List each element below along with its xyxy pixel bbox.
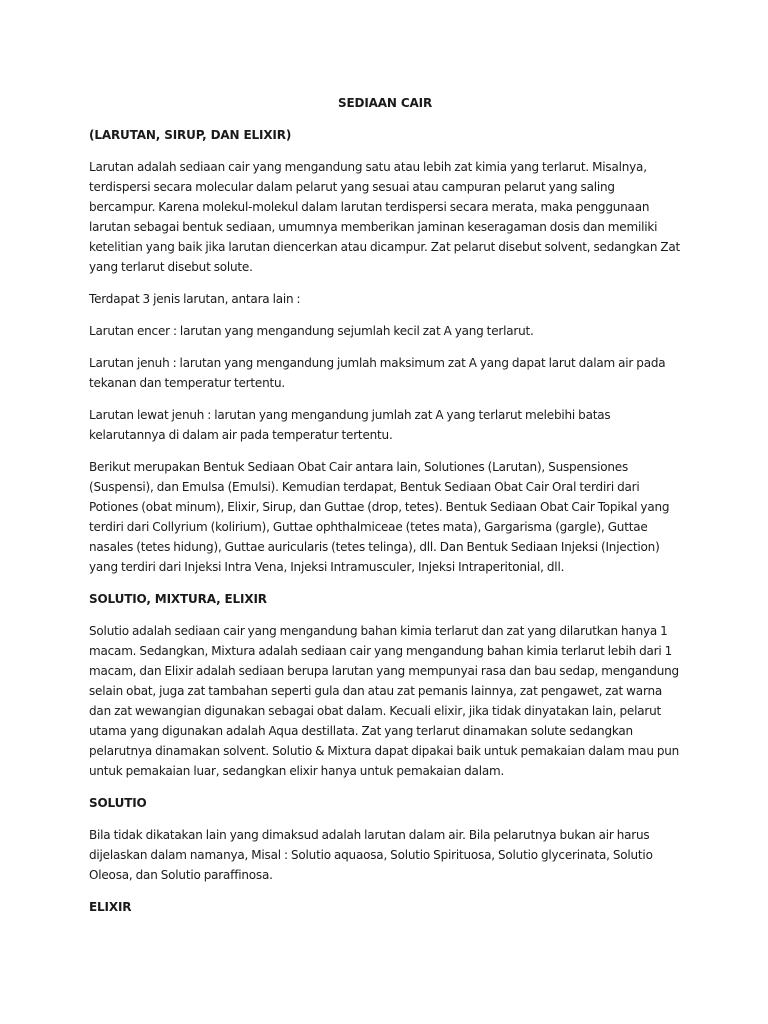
solutio-paragraph: Bila tidak dikatakan lain yang dimaksud adalah larutan dalam air. Bila pelarutnya bukan air harus dijelaskan dalam namanya, Misal : Solutio aquaosa, Solutio Spirituosa, Solutio glycerinata, Solutio Oleosa, dan Solutio paraffinosa. xyxy=(89,828,653,882)
section-heading-elixir: ELIXIR xyxy=(89,900,132,914)
dosage-forms-paragraph: Berikut merupakan Bentuk Sediaan Obat Cair antara lain, Solutiones (Larutan), Suspensiones (Suspensi), dan Emulsa (Emulsi). Kemudian terdapat, Bentuk Sediaan Obat Cair Oral terdiri dari Potiones (obat minum), Elixir, Sirup, dan Guttae (drop, tetes). Bentuk Sediaan Obat Cair Topikal yang terdiri dari Collyrium (kolirium), Guttae ophthalmiceae (tetes mata), Gargarisma (gargle), Guttae nasales (tetes hidung), Guttae auricularis (tetes telinga), dll. Dan Bentuk Sediaan Injeksi (Injection) yang terdiri dari Injeksi Intra Vena, Injeksi Intramusculer, Injeksi Intraperitonial, dll. xyxy=(89,460,670,574)
intro-paragraph: Larutan adalah sediaan cair yang mengandung satu atau lebih zat kimia yang terlarut. Misalnya, terdispersi secara molecular dalam pelarut yang sesuai atau campuran pelarut yang saling bercampur. Karena molekul-molekul dalam larutan terdispersi secara merata, maka penggunaan larutan sebagai bentuk sediaan, umumnya memberikan jaminan keseragaman dosis dan memiliki ketelitian yang baik jika larutan diencerkan atau dicampur. Zat pelarut disebut solvent, sedangkan Zat yang terlarut disebut solute. xyxy=(89,160,681,274)
document-body xyxy=(89,93,681,929)
document-subtitle: (LARUTAN, SIRUP, DAN ELIXIR) xyxy=(89,128,292,142)
larutan-encer-paragraph: Larutan encer : larutan yang mengandung sejumlah kecil zat A yang terlarut. xyxy=(89,324,534,338)
section-heading-solutio: SOLUTIO xyxy=(89,796,147,810)
larutan-jenuh-paragraph: Larutan jenuh : larutan yang mengandung jumlah maksimum zat A yang dapat larut dalam air pada tekanan dan temperatur tertentu. xyxy=(89,356,666,390)
types-intro-paragraph: Terdapat 3 jenis larutan, antara lain : xyxy=(89,292,301,306)
document-title: SEDIAAN CAIR xyxy=(337,96,433,110)
section-heading-solutio-mixtura-elixir: SOLUTIO, MIXTURA, ELIXIR xyxy=(89,592,267,606)
solutio-mixtura-paragraph: Solutio adalah sediaan cair yang mengandung bahan kimia terlarut dan zat yang dilarutkan hanya 1 macam. Sedangkan, Mixtura adalah sediaan cair yang mengandung bahan kimia terlarut lebih dari 1 macam, dan Elixir adalah sediaan berupa larutan yang mempunyai rasa dan bau sedap, mengandung selain obat, juga zat tambahan seperti gula dan atau zat pemanis lainnya, zat pengawet, zat warna dan zat wewangian digunakan sebagai obat dalam. Kecuali elixir, jika tidak dinyatakan lain, pelarut utama yang digunakan adalah Aqua destillata. Zat yang terlarut dinamakan solute sedangkan pelarutnya dinamakan solvent. Solutio & Mixtura dapat dipakai baik untuk pemakaian dalam mau pun untuk pemakaian luar, sedangkan elixir hanya untuk pemakaian dalam. xyxy=(89,624,680,778)
larutan-lewat-jenuh-paragraph: Larutan lewat jenuh : larutan yang mengandung jumlah zat A yang terlarut melebihi batas kelarutannya di dalam air pada temperatur tertentu. xyxy=(89,408,611,442)
